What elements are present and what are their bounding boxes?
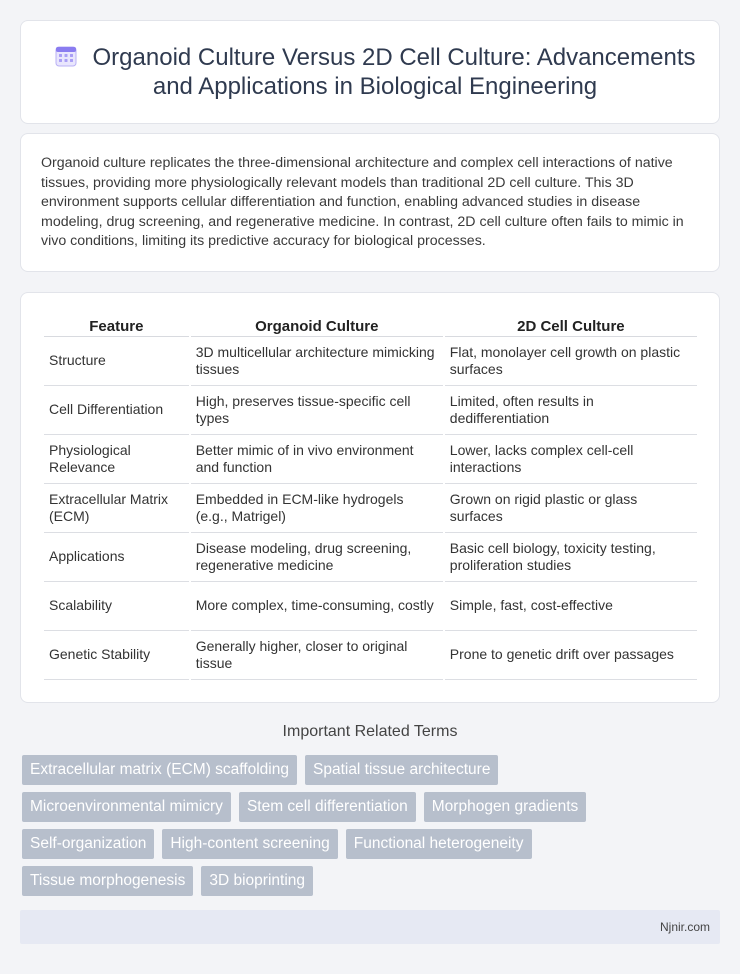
table-cell: Prone to genetic drift over passages: [445, 631, 697, 680]
related-term-tag[interactable]: 3D bioprinting: [201, 866, 313, 896]
related-term-tag[interactable]: Self-organization: [22, 829, 154, 859]
table-cell: Cell Differentiation: [44, 386, 189, 435]
related-terms-heading: Important Related Terms: [282, 723, 458, 740]
table-cell: Better mimic of in vivo environment and function: [191, 435, 443, 484]
title-card: [20, 20, 720, 124]
table-cell: 3D multicellular architecture mimicking tissues: [191, 337, 443, 386]
calendar-grid-icon: [55, 45, 77, 67]
table-row: [44, 484, 697, 533]
table-cell: Grown on rigid plastic or glass surfaces: [445, 484, 697, 533]
table-cell: Structure: [44, 337, 189, 386]
related-term-tag[interactable]: Extracellular matrix (ECM) scaffolding: [22, 755, 297, 785]
comparison-table: [42, 315, 699, 680]
related-term-tag[interactable]: Microenvironmental mimicry: [22, 792, 231, 822]
related-term-tag[interactable]: Spatial tissue architecture: [305, 755, 498, 785]
related-term-tag[interactable]: High-content screening: [162, 829, 337, 859]
table-cell: High, preserves tissue-specific cell types: [191, 386, 443, 435]
table-cell: Basic cell biology, toxicity testing, proliferation studies: [445, 533, 697, 582]
table-cell: Simple, fast, cost-effective: [445, 582, 697, 631]
table-cell: Disease modeling, drug screening, regenerative medicine: [191, 533, 443, 582]
table-row: [44, 631, 697, 680]
related-term-tag[interactable]: Functional heterogeneity: [346, 829, 532, 859]
related-terms-list: [22, 755, 622, 903]
table-row: [44, 582, 697, 631]
table-cell: Extracellular Matrix (ECM): [44, 484, 189, 533]
table-row: [44, 533, 697, 582]
table-cell: Generally higher, closer to original tissue: [191, 631, 443, 680]
table-row: [44, 337, 697, 386]
related-term-tag[interactable]: Tissue morphogenesis: [22, 866, 193, 896]
intro-card: [20, 133, 720, 272]
table-cell: Scalability: [44, 582, 189, 631]
table-cell: Embedded in ECM-like hydrogels (e.g., Matrigel): [191, 484, 443, 533]
table-row: [44, 435, 697, 484]
table-cell: More complex, time-consuming, costly: [191, 582, 443, 631]
header-feature: Feature: [44, 315, 189, 337]
table-cell: Genetic Stability: [44, 631, 189, 680]
table-cell: Limited, often results in dedifferentiation: [445, 386, 697, 435]
page-title-container: [51, 43, 699, 101]
header-organoid: Organoid Culture: [191, 315, 443, 337]
table-cell: Physiological Relevance: [44, 435, 189, 484]
table-cell: Applications: [44, 533, 189, 582]
comparison-table-card: [20, 292, 720, 703]
table-header-row: [44, 315, 697, 337]
footer-bar: [20, 910, 720, 944]
footer-site-link[interactable]: Njnir.com: [659, 920, 710, 934]
intro-paragraph: Organoid culture replicates the three-dimensional architecture and complex cell interactions of native tissues, providing more physiologically relevant models than traditional 2D cell culture. This 3D environment supports cellular differentiation and function, enabling advanced studies in disease modeling, drug screening, and regenerative medicine. In contrast, 2D cell culture often fails to mimic in vivo conditions, limiting its predictive accuracy for biological processes.: [41, 155, 684, 249]
table-cell: Flat, monolayer cell growth on plastic surfaces: [445, 337, 697, 386]
table-row: [44, 386, 697, 435]
page-title: Organoid Culture Versus 2D Cell Culture: Advancements and Applications in Biological Engineering: [92, 44, 696, 100]
header-2d: 2D Cell Culture: [445, 315, 697, 337]
related-term-tag[interactable]: Stem cell differentiation: [239, 792, 416, 822]
related-term-tag[interactable]: Morphogen gradients: [424, 792, 587, 822]
table-cell: Lower, lacks complex cell-cell interactions: [445, 435, 697, 484]
